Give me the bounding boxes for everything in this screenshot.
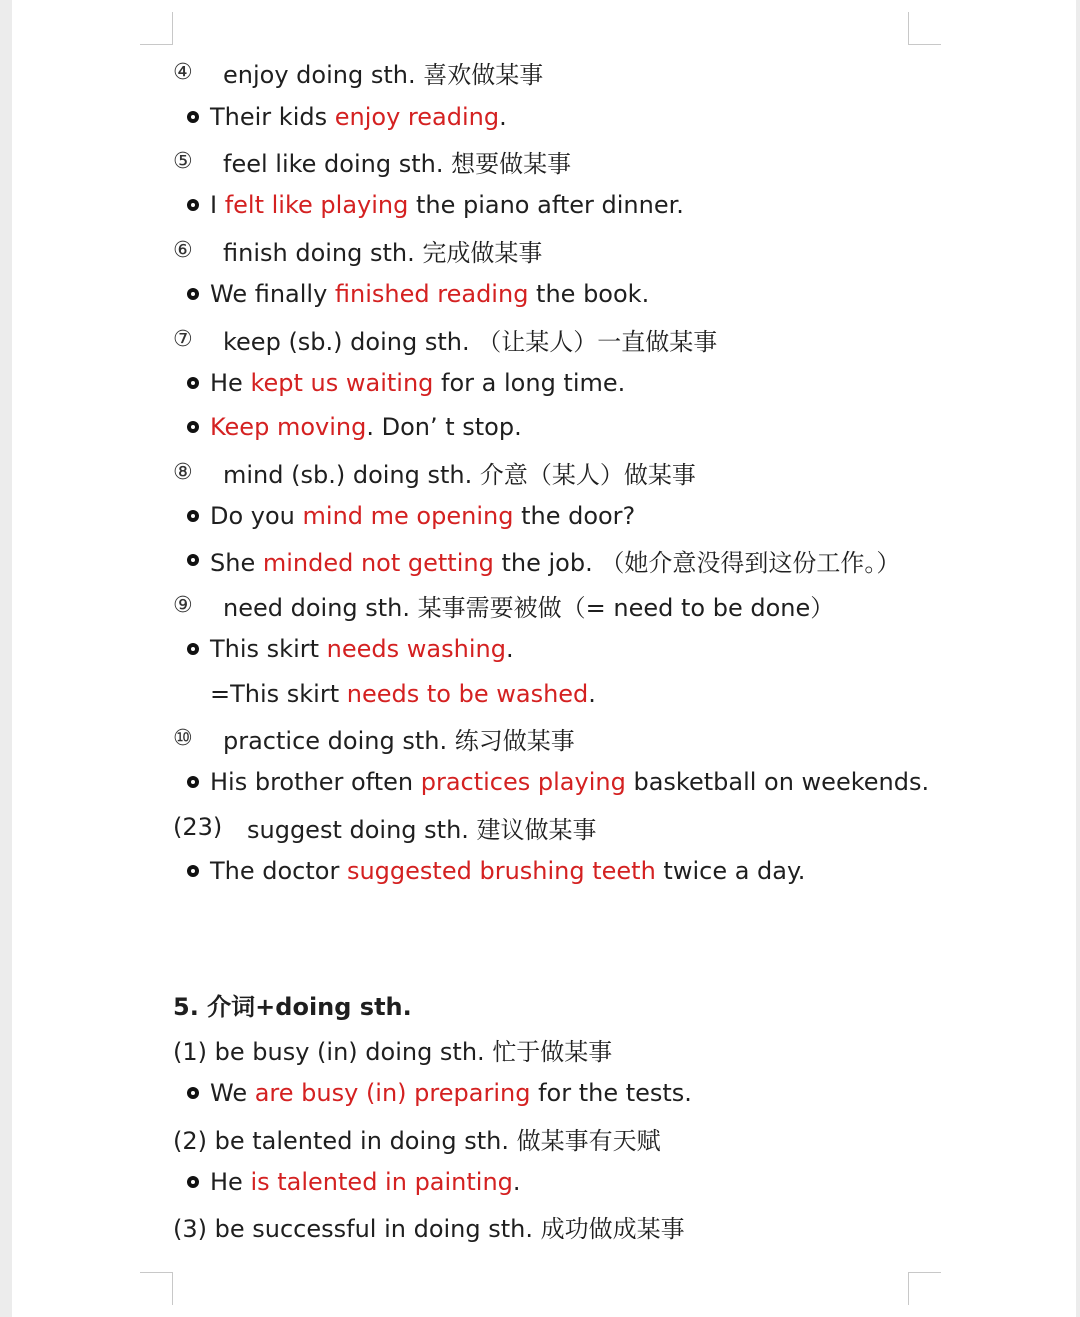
example-sentence: He kept us waiting for a long time. <box>210 369 626 397</box>
bullet-icon <box>187 288 199 300</box>
crop-mark-bottom-left <box>140 1272 173 1305</box>
crop-mark-bottom-right <box>908 1272 941 1305</box>
item-number: ⑩ <box>173 725 193 751</box>
bullet-icon <box>187 643 199 655</box>
example-sentence: I felt like playing the piano after dinner. <box>210 191 684 219</box>
item-number: ⑦ <box>173 326 193 352</box>
crop-mark-top-left <box>140 12 173 45</box>
example-sentence: The doctor suggested brushing teeth twice a day. <box>210 857 806 885</box>
highlight-phrase: Keep moving <box>210 413 367 441</box>
bullet-icon <box>187 1087 199 1099</box>
item-number: ⑧ <box>173 459 193 485</box>
bullet-icon <box>187 554 199 566</box>
phrase-text: finish doing sth. 完成做某事 <box>223 238 543 267</box>
phrase-text: enjoy doing sth. 喜欢做某事 <box>223 60 544 89</box>
phrase-text: (1) be busy (in) doing sth. 忙于做某事 <box>173 1037 613 1066</box>
example-sentence: Their kids enjoy reading. <box>210 103 507 131</box>
phrase-text: keep (sb.) doing sth. （让某人）一直做某事 <box>223 327 718 356</box>
bullet-icon <box>187 510 199 522</box>
highlight-phrase: kept us waiting <box>250 369 434 397</box>
example-sentence: We are busy (in) preparing for the tests. <box>210 1079 692 1107</box>
item-number: ⑥ <box>173 237 193 263</box>
section-title: 5. 介词+doing sth. <box>173 992 412 1021</box>
phrase-text: practice doing sth. 练习做某事 <box>223 726 575 755</box>
bullet-icon <box>187 199 199 211</box>
item-number: ⑨ <box>173 592 193 618</box>
phrase-text: suggest doing sth. 建议做某事 <box>247 815 597 844</box>
bullet-icon <box>187 1176 199 1188</box>
example-sentence: Do you mind me opening the door? <box>210 502 636 530</box>
example-sentence: Keep moving. Don’ t stop. <box>210 413 522 441</box>
bullet-icon <box>187 421 199 433</box>
highlight-phrase: is talented in painting <box>250 1168 513 1196</box>
highlight-phrase: needs washing <box>326 635 506 663</box>
highlight-phrase: mind me opening <box>302 502 514 530</box>
item-number: ⑤ <box>173 148 193 174</box>
example-sentence: We finally finished reading the book. <box>210 280 650 308</box>
example-sentence: She minded not getting the job. （她介意没得到这份工作。） <box>210 548 901 577</box>
highlight-phrase: felt like playing <box>224 191 409 219</box>
example-sentence: This skirt needs washing. <box>210 635 514 663</box>
item-number: ④ <box>173 59 193 85</box>
phrase-text: need doing sth. 某事需要被做（= need to be done） <box>223 593 835 622</box>
example-sentence: =This skirt needs to be washed. <box>210 680 596 708</box>
bullet-icon <box>187 865 199 877</box>
highlight-phrase: suggested brushing teeth <box>346 857 656 885</box>
phrase-text: (2) be talented in doing sth. 做某事有天赋 <box>173 1126 661 1155</box>
example-sentence: His brother often practices playing basketball on weekends. <box>210 768 930 796</box>
phrase-text: (3) be successful in doing sth. 成功做成某事 <box>173 1214 685 1243</box>
highlight-phrase: needs to be washed <box>346 680 589 708</box>
bullet-icon <box>187 377 199 389</box>
highlight-phrase: finished reading <box>334 280 529 308</box>
item-number: (23) <box>173 813 223 841</box>
highlight-phrase: enjoy reading <box>334 103 500 131</box>
highlight-phrase: minded not getting <box>262 548 494 577</box>
phrase-text: mind (sb.) doing sth. 介意（某人）做某事 <box>223 460 696 489</box>
example-sentence: He is talented in painting. <box>210 1168 521 1196</box>
highlight-phrase: are busy (in) preparing <box>254 1079 531 1107</box>
bullet-icon <box>187 111 199 123</box>
phrase-text: feel like doing sth. 想要做某事 <box>223 149 572 178</box>
document-page <box>12 0 1076 1317</box>
highlight-phrase: practices playing <box>420 768 626 796</box>
bullet-icon <box>187 776 199 788</box>
crop-mark-top-right <box>908 12 941 45</box>
